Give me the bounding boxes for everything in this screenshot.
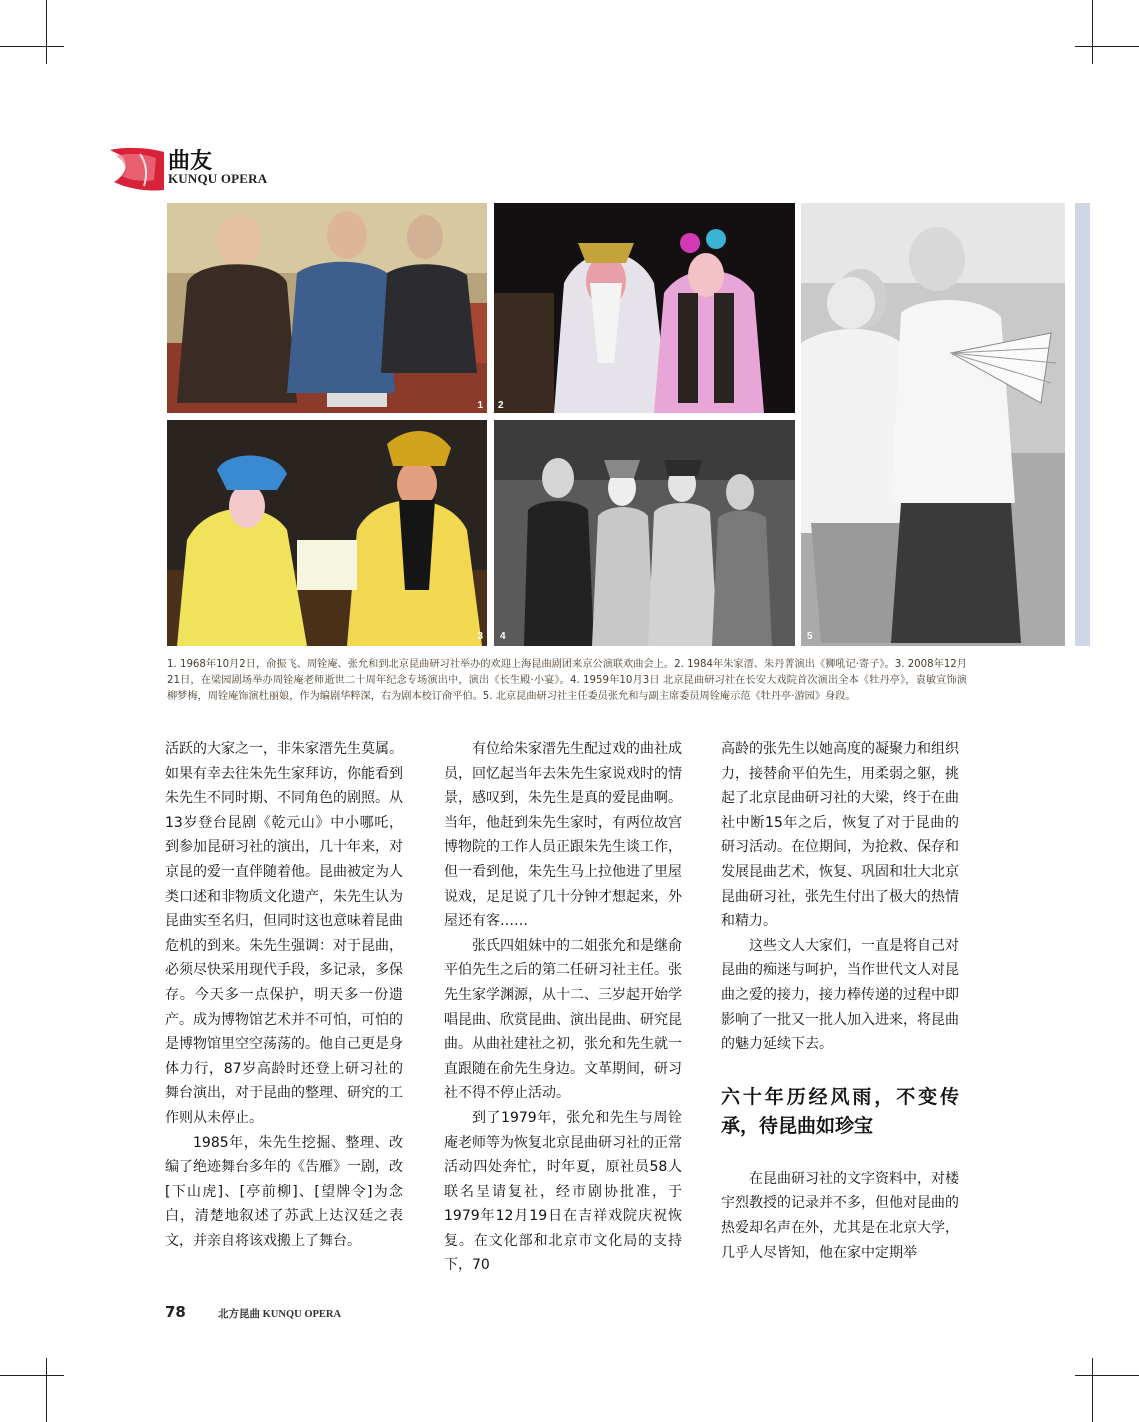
crop-mark-br-v bbox=[1092, 1358, 1093, 1422]
publication-mark: 北方昆曲 KUNQU OPERA bbox=[218, 1309, 342, 1320]
crop-mark-tl-h bbox=[0, 46, 64, 47]
photo-3-number: 3 bbox=[477, 631, 483, 642]
photo-5-fan-demonstration bbox=[801, 203, 1065, 646]
col3-paragraph-3: 在昆曲研习社的文字资料中，对楼宇烈教授的记录并不多，但他对昆曲的热爱却名声在外，尤其是在北京大学，几乎人尽皆知，他在家中定期举 bbox=[721, 1170, 959, 1261]
photo-caption: 1. 1968年10月2日，俞振飞、周铨庵、张允和到北京昆曲研习社举办的欢迎上海昆曲剧团来京公演联欢曲会上。2. 1984年朱家溍、朱丹菁演出《狮吼记·寄子》。3. 2008年12月21日，在梁园剧场举办周铨庵老师逝世二十周年纪念专场演出中，演出《长生殿·小宴》。4. 1959年10月3日 北京昆曲研习社在长安大戏院首次演出全本《牡丹亭》，袁敏宣饰演柳梦梅，周铨庵饰演杜丽娘，作为编剧华粹深，右为剧本校订俞平伯。5. 北京昆曲研习社主任委员张允和与副主席委员周铨庵示范《牡丹亭·游园》身段。 bbox=[167, 659, 967, 702]
article-column-1 bbox=[165, 737, 403, 1253]
col1-paragraph-2: 1985年，朱先生挖掘、整理、改编了绝迹舞台多年的《告雁》一剧，改[下山虎]、[亭前柳]、[望牌令]为念白，清楚地叙述了苏武上达汉廷之表文，并亲自将该戏搬上了舞台。 bbox=[165, 1134, 403, 1249]
photo-2-number: 2 bbox=[498, 400, 504, 411]
page-number: 78 bbox=[165, 1303, 186, 1321]
crop-mark-bl-v bbox=[46, 1358, 47, 1422]
crop-mark-br-h bbox=[1075, 1375, 1139, 1376]
col3-paragraph-2: 这些文人大家们，一直是将自己对昆曲的痴迷与呵护，当作世代文人对昆曲之爱的接力，接力棒传递的过程中即影响了一批又一批人加入进来，将昆曲的魅力延续下去。 bbox=[721, 937, 959, 1053]
photo-1-number: 1 bbox=[477, 400, 483, 411]
crop-mark-tr-v bbox=[1092, 0, 1093, 64]
article-column-3 bbox=[721, 737, 959, 1265]
photo-5-number: 5 bbox=[807, 631, 813, 642]
photo-2-stage-costume bbox=[494, 203, 795, 413]
crop-mark-tr-h bbox=[1075, 46, 1139, 47]
section-title: 曲友 bbox=[168, 149, 213, 174]
col3-spacer bbox=[721, 1057, 959, 1083]
page-edge-strip bbox=[1075, 203, 1090, 646]
col3-spacer-2 bbox=[721, 1141, 959, 1167]
col1-paragraph-1: 活跃的大家之一，非朱家溍先生莫属。如果有幸去往朱先生家拜访，你能看到朱先生不同时期、不同角色的剧照。从13岁登台昆剧《乾元山》中小哪吒，到参加昆研习社的演出，几十年来，对京昆的爱一直伴随着他。昆曲被定为人类口述和非物质文化遗产，朱先生认为昆曲实至名归，但同时这也意味着昆曲危机的到来。朱先生强调：对于昆曲，必须尽快采用现代手段，多记录，多保存。今天多一点保护，明天多一份遗产。成为博物馆艺术并不可怕，可怕的是博物馆里空空荡荡的。他自己更是身体力行，87岁高龄时还登上研习社的舞台演出，对于昆曲的整理、研究的工作则从未停止。 bbox=[165, 741, 403, 1126]
col3-paragraph-1: 高龄的张先生以她高度的凝聚力和组织力，接替俞平伯先生，用柔弱之躯，挑起了北京昆曲研习社的大梁，终于在曲社中断15年之后，恢复了对于昆曲的研习活动。在位期间，为抢救、保存和发展昆曲艺术，恢复、巩固和壮大北京昆曲研习社，张先生付出了极大的热情和精力。 bbox=[721, 741, 959, 930]
photo-4-number: 4 bbox=[500, 631, 506, 642]
section-subtitle: KUNQU OPERA bbox=[168, 171, 268, 186]
col2-paragraph-2: 张氏四姐妹中的二姐张允和是继俞平伯先生之后的第二任研习社主任。张先生家学渊源，从十二、三岁起开始学唱昆曲、欣赏昆曲、演出昆曲、研究昆曲。从曲社建社之初，张允和先生就一直跟随在俞先生身边。文革期间，研习社不得不停止活动。 bbox=[444, 937, 682, 1102]
photo-4-group-portrait bbox=[494, 420, 795, 646]
article-column-2 bbox=[444, 737, 682, 1278]
crop-mark-bl-h bbox=[0, 1375, 64, 1376]
col2-paragraph-3: 到了1979年，张允和先生与周铨庵老师等为恢复北京昆曲研习社的正常活动四处奔忙，时年夏，原社员58人联名呈请复社，经市剧协批准，于1979年12月19日在吉祥戏院庆祝恢复。在文化部和北京市文化局的支持下，70 bbox=[444, 1109, 682, 1274]
photo-3-opera-performance bbox=[167, 420, 487, 646]
photo-1-group-seated bbox=[167, 203, 487, 413]
crop-mark-tl-v bbox=[46, 0, 47, 64]
section-brush-icon bbox=[110, 146, 166, 192]
col2-paragraph-1: 有位给朱家溍先生配过戏的曲社成员，回忆起当年去朱先生家说戏时的情景，感叹到，朱先生是真的爱昆曲啊。当年，他赶到朱先生家时，有两位故宫博物院的工作人员正跟朱先生谈工作，但一看到他，朱先生马上拉他进了里屋说戏，足足说了几十分钟才想起来，外屋还有客…… bbox=[444, 741, 682, 930]
section-subheading: 六十年历经风雨，不变传承，待昆曲如珍宝 bbox=[721, 1085, 959, 1137]
